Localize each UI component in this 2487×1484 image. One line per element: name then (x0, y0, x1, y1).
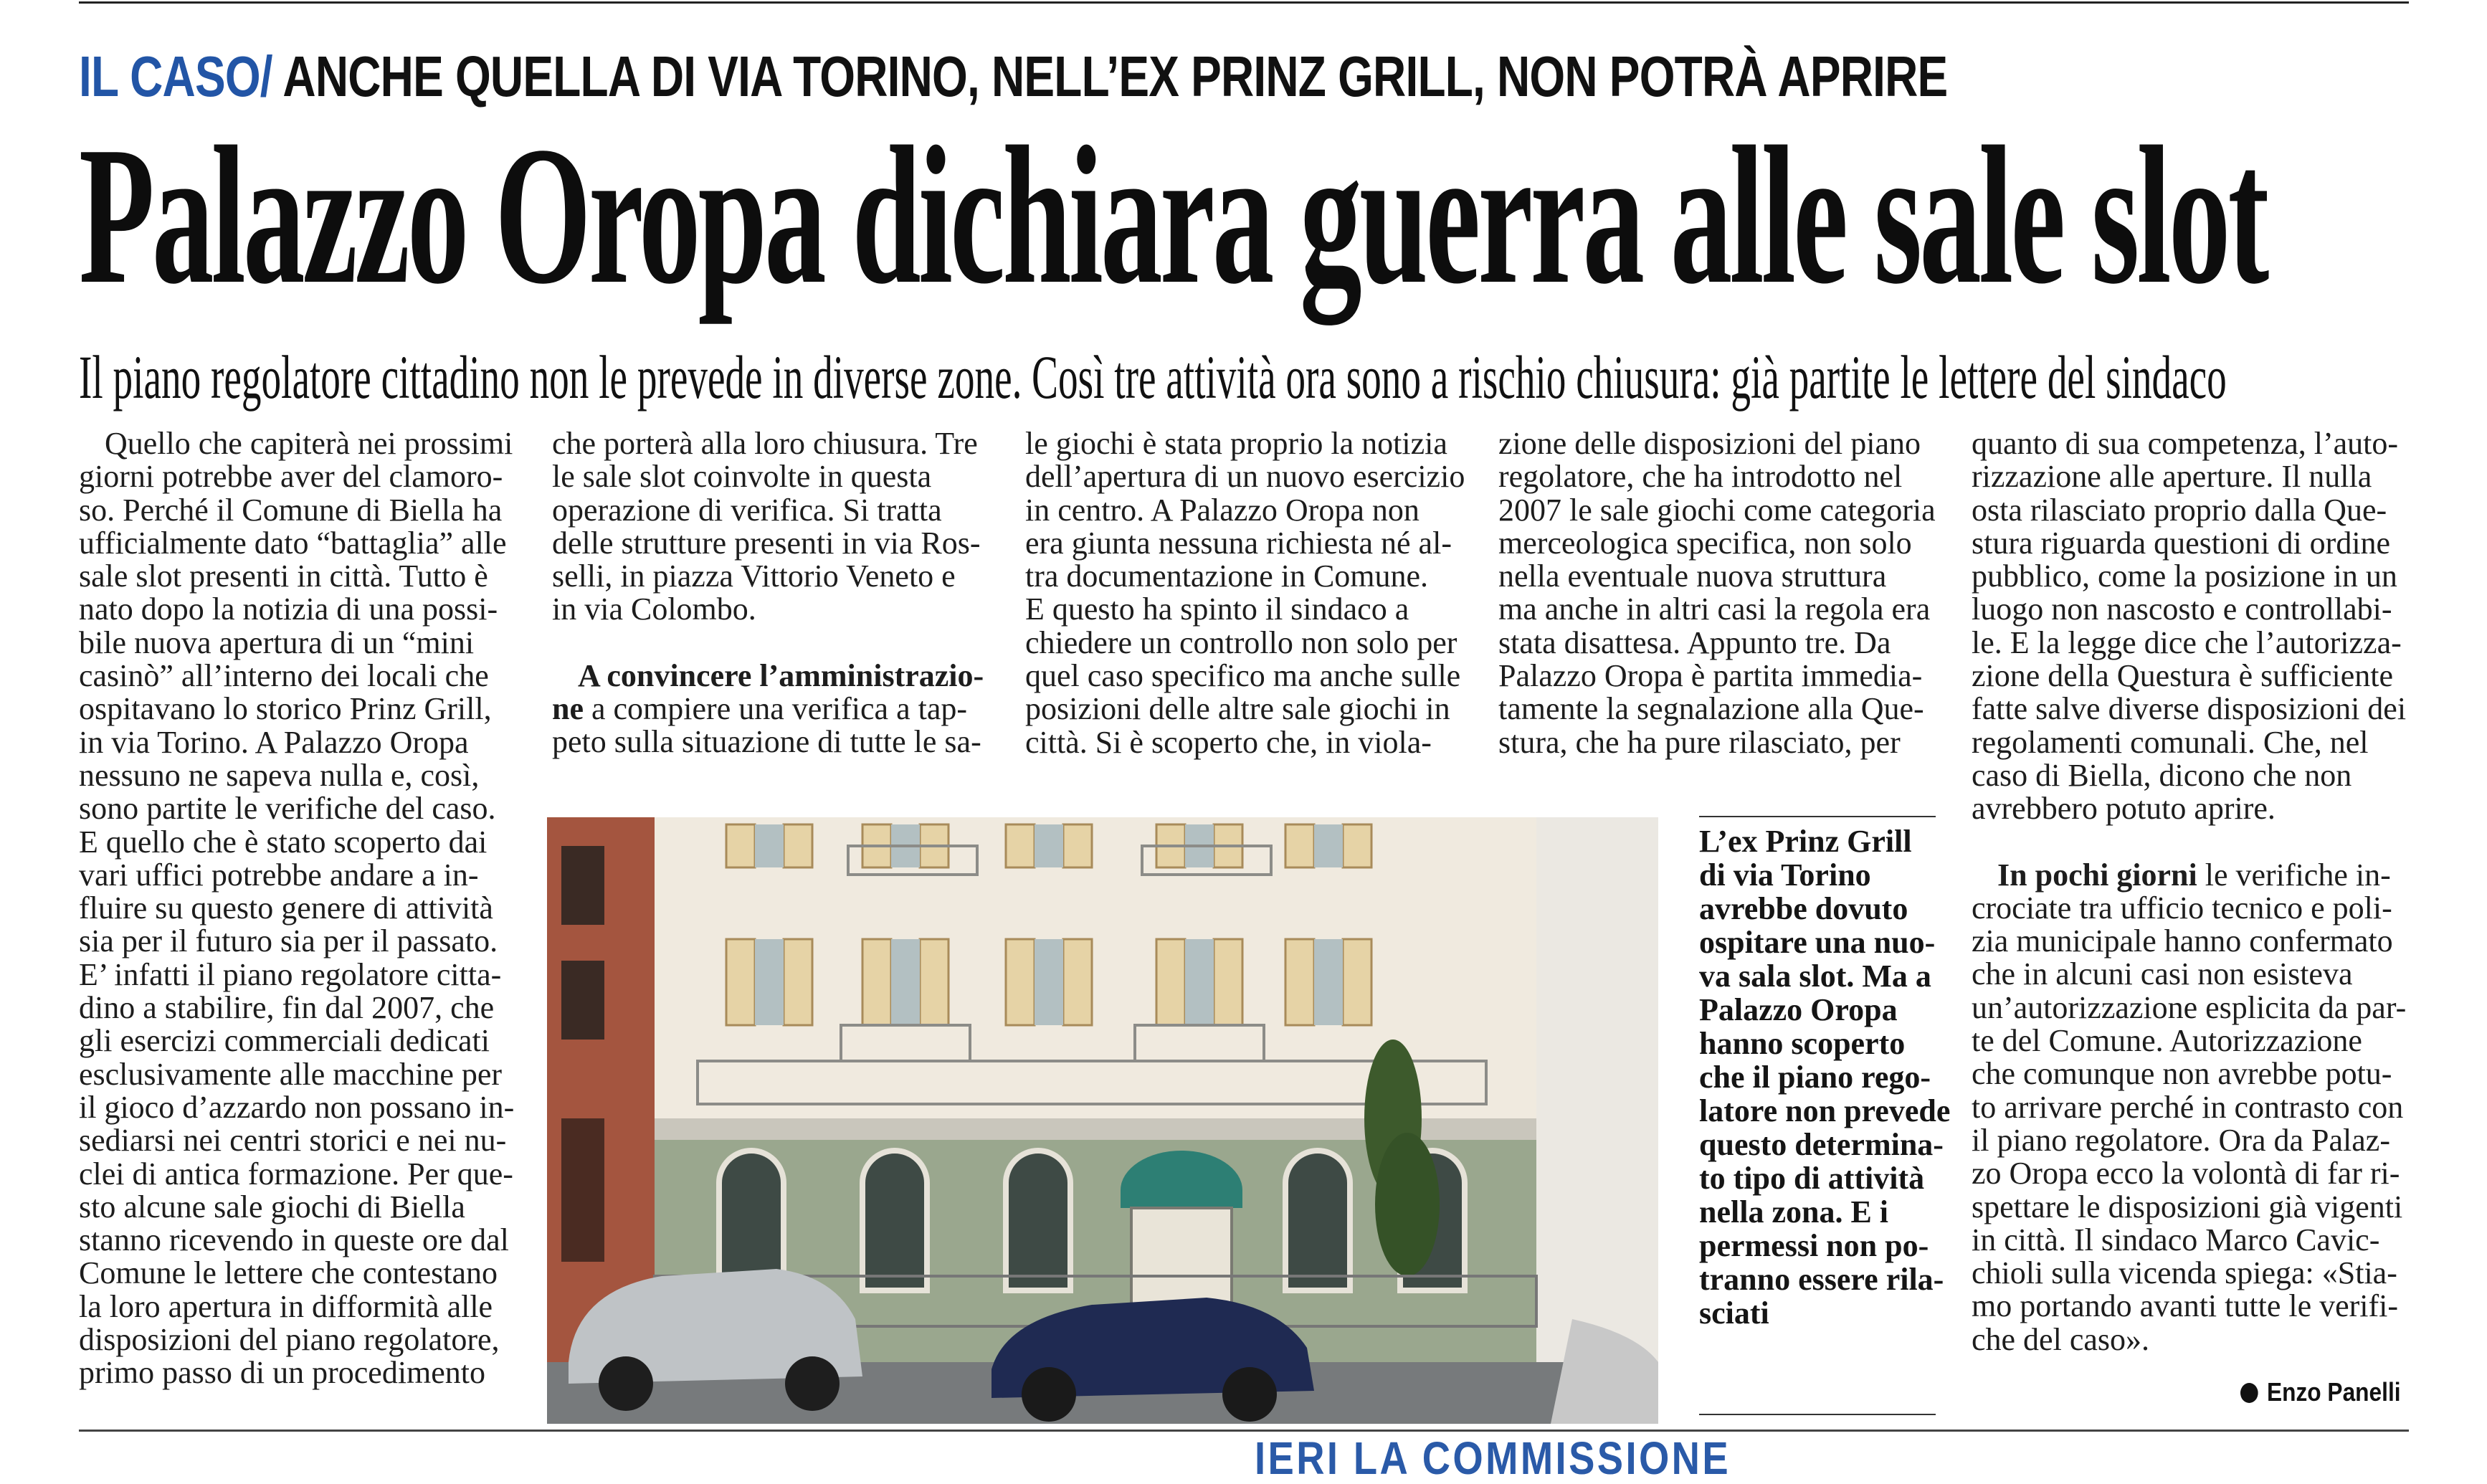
text-line: sediarsi nei centri storici e nei nu- (79, 1123, 507, 1159)
text-line: peto sulla situazione di tutte le sa- (552, 724, 981, 760)
text-line: gli esercizi commerciali dedicati (79, 1023, 490, 1059)
text-line: merceologica specifica, non solo (1498, 525, 1912, 561)
column-4 (1498, 427, 1943, 759)
caption-rule-top (1699, 816, 1936, 817)
text-line: che comunque non avrebbe potu- (1972, 1056, 2392, 1092)
text-line: regolatore, che ha introdotto nel (1498, 459, 1903, 495)
top-rule (79, 1, 2409, 4)
building-photo (547, 817, 1658, 1424)
text-line: in via Torino. A Palazzo Oropa (79, 724, 469, 760)
text-line: crociate tra ufficio tecnico e poli- (1972, 890, 2392, 926)
text-line: pubblico, come la posizione in un (1972, 558, 2397, 594)
text-line: avrebbe dovuto (1699, 891, 1908, 926)
text-line: nella eventuale nuova struttura (1498, 558, 1887, 594)
building-photo-graphic (547, 817, 1658, 1424)
text-line: latore non prevede (1699, 1093, 1951, 1128)
text-line: avrebbero potuto aprire. (1972, 791, 2276, 827)
text-line: in città. Il sindaco Marco Cavic- (1972, 1222, 2380, 1257)
text-line: chioli sulla vicenda spiega: «Stia- (1972, 1255, 2397, 1291)
next-article-heading: IERI LA COMMISSIONE (1255, 1432, 1731, 1484)
text-line: zione della Questura è sufficiente (1972, 658, 2394, 694)
text-line: le. E la legge dice che l’autorizza- (1972, 624, 2402, 660)
kicker (79, 44, 1948, 109)
text-line: questo determina- (1699, 1127, 1944, 1162)
text-line: E’ infatti il piano regolatore citta- (79, 956, 502, 992)
text-line: ma anche in altri casi la regola era (1498, 591, 1931, 627)
column-1 (79, 427, 523, 1390)
text-line: vari uffici potrebbe andare a in- (79, 857, 479, 893)
caption-rule-bottom (1699, 1414, 1936, 1415)
lead-rest-text: a compiere una verifica a tap- (584, 691, 968, 727)
text-line: in centro. A Palazzo Oropa non (1025, 492, 1420, 528)
text-line: sto alcune sale giochi di Biella (79, 1189, 465, 1224)
text-line: che il piano rego- (1699, 1060, 1931, 1095)
text-line: stura, che ha pure rilasciato, per (1498, 724, 1901, 760)
text-line: va sala slot. Ma a (1699, 959, 1931, 994)
text-line: regolamenti comunali. Che, nel (1972, 724, 2369, 760)
lead-bold-text-cont: ne (552, 691, 584, 727)
text-line: stura riguarda questioni di ordine (1972, 525, 2391, 561)
text-line: mo portando avanti tutte le verifi- (1972, 1288, 2399, 1324)
text-line: L’ex Prinz Grill (1699, 824, 1912, 859)
text-line: tamente la segnalazione alla Que- (1498, 691, 1924, 727)
text-line: Comune le lettere che contestano (79, 1255, 498, 1291)
text-line: fatte salve diverse disposizioni dei (1972, 691, 2407, 727)
text-line: era giunta nessuna richiesta né al- (1025, 525, 1452, 561)
text-line: rizzazione alle aperture. Il nulla (1972, 459, 2372, 495)
text-line: E quello che è stato scoperto dai (79, 824, 488, 860)
text-line: esclusivamente alle macchine per (79, 1056, 503, 1092)
kicker-text: ANCHE QUELLA DI VIA TORINO, NELL’EX PRINZ GRILL, NON POTRÀ APRIRE (272, 44, 1948, 108)
subheadline: Il piano regolatore cittadino non le prevede in diverse zone. Così tre attività ora sono a rischio chiusura: già partite le lettere del sindaco (79, 343, 2227, 412)
lead-rest-text: le verifiche in- (2197, 857, 2391, 893)
text-line: che in alcuni casi non esisteva (1972, 956, 2353, 992)
text-line: di via Torino (1699, 857, 1871, 893)
column-3 (1025, 427, 1470, 759)
text-line: to tipo di attività (1699, 1161, 1925, 1196)
headline: Palazzo Oropa dichiara guerra alle sale slot (79, 105, 2267, 325)
text-line: so. Perché il Comune di Biella ha (79, 492, 503, 528)
text-line: clei di antica formazione. Per que- (79, 1156, 513, 1192)
text-line: zia municipale hanno confermato (1972, 923, 2393, 959)
text-line: nella zona. E i (1699, 1194, 1889, 1229)
text-line: fluire su questo genere di attività (79, 890, 493, 926)
text-line: luogo non nascosto e controllabi- (1972, 591, 2392, 627)
text-line: il gioco d’azzardo non possano in- (79, 1089, 515, 1125)
byline-bullet-icon (2240, 1383, 2258, 1403)
text-line: te del Comune. Autorizzazione (1972, 1023, 2362, 1059)
text-line: primo passo di un procedimento (79, 1355, 486, 1391)
author-name: Enzo Panelli (2266, 1377, 2401, 1407)
text-line: sono partite le verifiche del caso. (79, 791, 496, 827)
text-line: quanto di sua competenza, l’auto- (1972, 426, 2399, 461)
lead-bold-text: A convincere l’amministrazio- (578, 657, 984, 693)
paragraph-lead (552, 657, 997, 693)
text-line: Palazzo Oropa è partita immedia- (1498, 658, 1923, 694)
kicker-tag: IL CASO/ (79, 44, 272, 108)
text-line: zo Oropa ecco la volontà di far ri- (1972, 1156, 2400, 1192)
text-line: selli, in piazza Vittorio Veneto e (552, 558, 956, 594)
column-2 (552, 427, 997, 759)
text-line: sale slot presenti in città. Tutto è (79, 558, 488, 594)
text-line: caso di Biella, dicono che non (1972, 757, 2352, 793)
text-line: città. Si è scoperto che, in viola- (1025, 724, 1432, 760)
bottom-rule (79, 1430, 2409, 1432)
text-line: bile nuova apertura di un “mini (79, 624, 475, 660)
text-line: ospitare una nuo- (1699, 925, 1936, 960)
text-line: dell’apertura di un nuovo esercizio (1025, 459, 1465, 495)
text-line: spettare le disposizioni già vigenti (1972, 1189, 2403, 1224)
text-line: permessi non po- (1699, 1228, 1929, 1263)
text-line: Palazzo Oropa (1699, 992, 1898, 1027)
text-line: le sale slot coinvolte in questa (552, 459, 932, 495)
lead-bold-text: In pochi giorni (1997, 857, 2197, 893)
text-line: to arrivare perché in contrasto con (1972, 1089, 2404, 1125)
paragraph-lead (1972, 859, 2416, 892)
text-line: nessuno ne sapeva nulla e, così, (79, 757, 480, 793)
text-line: ufficialmente dato “battaglia” alle (79, 525, 507, 561)
text-line: il piano regolatore. Ora da Palaz- (1972, 1122, 2390, 1158)
text-line: disposizioni del piano regolatore, (79, 1322, 500, 1358)
text-line: 2007 le sale giochi come categoria (1498, 492, 1936, 528)
text-line: hanno scoperto (1699, 1026, 1906, 1061)
text-line: stata disattesa. Appunto tre. Da (1498, 624, 1891, 660)
text-line: la loro apertura in difformità alle (79, 1288, 493, 1324)
text-line: osta rilasciato proprio dalla Que- (1972, 492, 2387, 528)
text-line: nato dopo la notizia di una possi- (79, 591, 498, 627)
text-line: in via Colombo. (552, 591, 756, 627)
text-line: casinò” all’interno dei locali che (79, 658, 489, 694)
text-line: Quello che capiterà nei prossimi (105, 426, 513, 461)
text-line: stanno ricevendo in queste ore dal (79, 1222, 509, 1258)
text-line: tra documentazione in Comune. (1025, 558, 1429, 594)
paragraph-line (552, 693, 997, 726)
text-line: giorni potrebbe aver del clamoro- (79, 459, 503, 495)
text-line: un’autorizzazione esplicita da par- (1972, 989, 2407, 1025)
text-line: ospitavano lo storico Prinz Grill, (79, 691, 492, 727)
text-line: operazione di verifica. Si tratta (552, 492, 942, 528)
text-line: quel caso specifico ma anche sulle (1025, 658, 1461, 694)
text-line: chiedere un controllo non solo per (1025, 624, 1458, 660)
text-line: zione delle disposizioni del piano (1498, 426, 1921, 461)
photo-caption (1699, 824, 1951, 1331)
text-line: E questo ha spinto il sindaco a (1025, 591, 1409, 627)
text-line: dino a stabilire, fin dal 2007, che (79, 990, 495, 1026)
text-line: le giochi è stata proprio la notizia (1025, 426, 1447, 461)
text-line: sia per il futuro sia per il passato. (79, 923, 498, 959)
text-line: che porterà alla loro chiusura. Tre (552, 426, 978, 461)
text-line: posizioni delle altre sale giochi in (1025, 691, 1450, 727)
text-line: sciati (1699, 1295, 1769, 1331)
column-5 (1972, 427, 2416, 1356)
text-line: delle strutture presenti in via Ros- (552, 525, 981, 561)
text-line: che del caso». (1972, 1321, 2149, 1357)
text-line: tranno essere rila- (1699, 1262, 1944, 1297)
byline (2240, 1376, 2401, 1408)
